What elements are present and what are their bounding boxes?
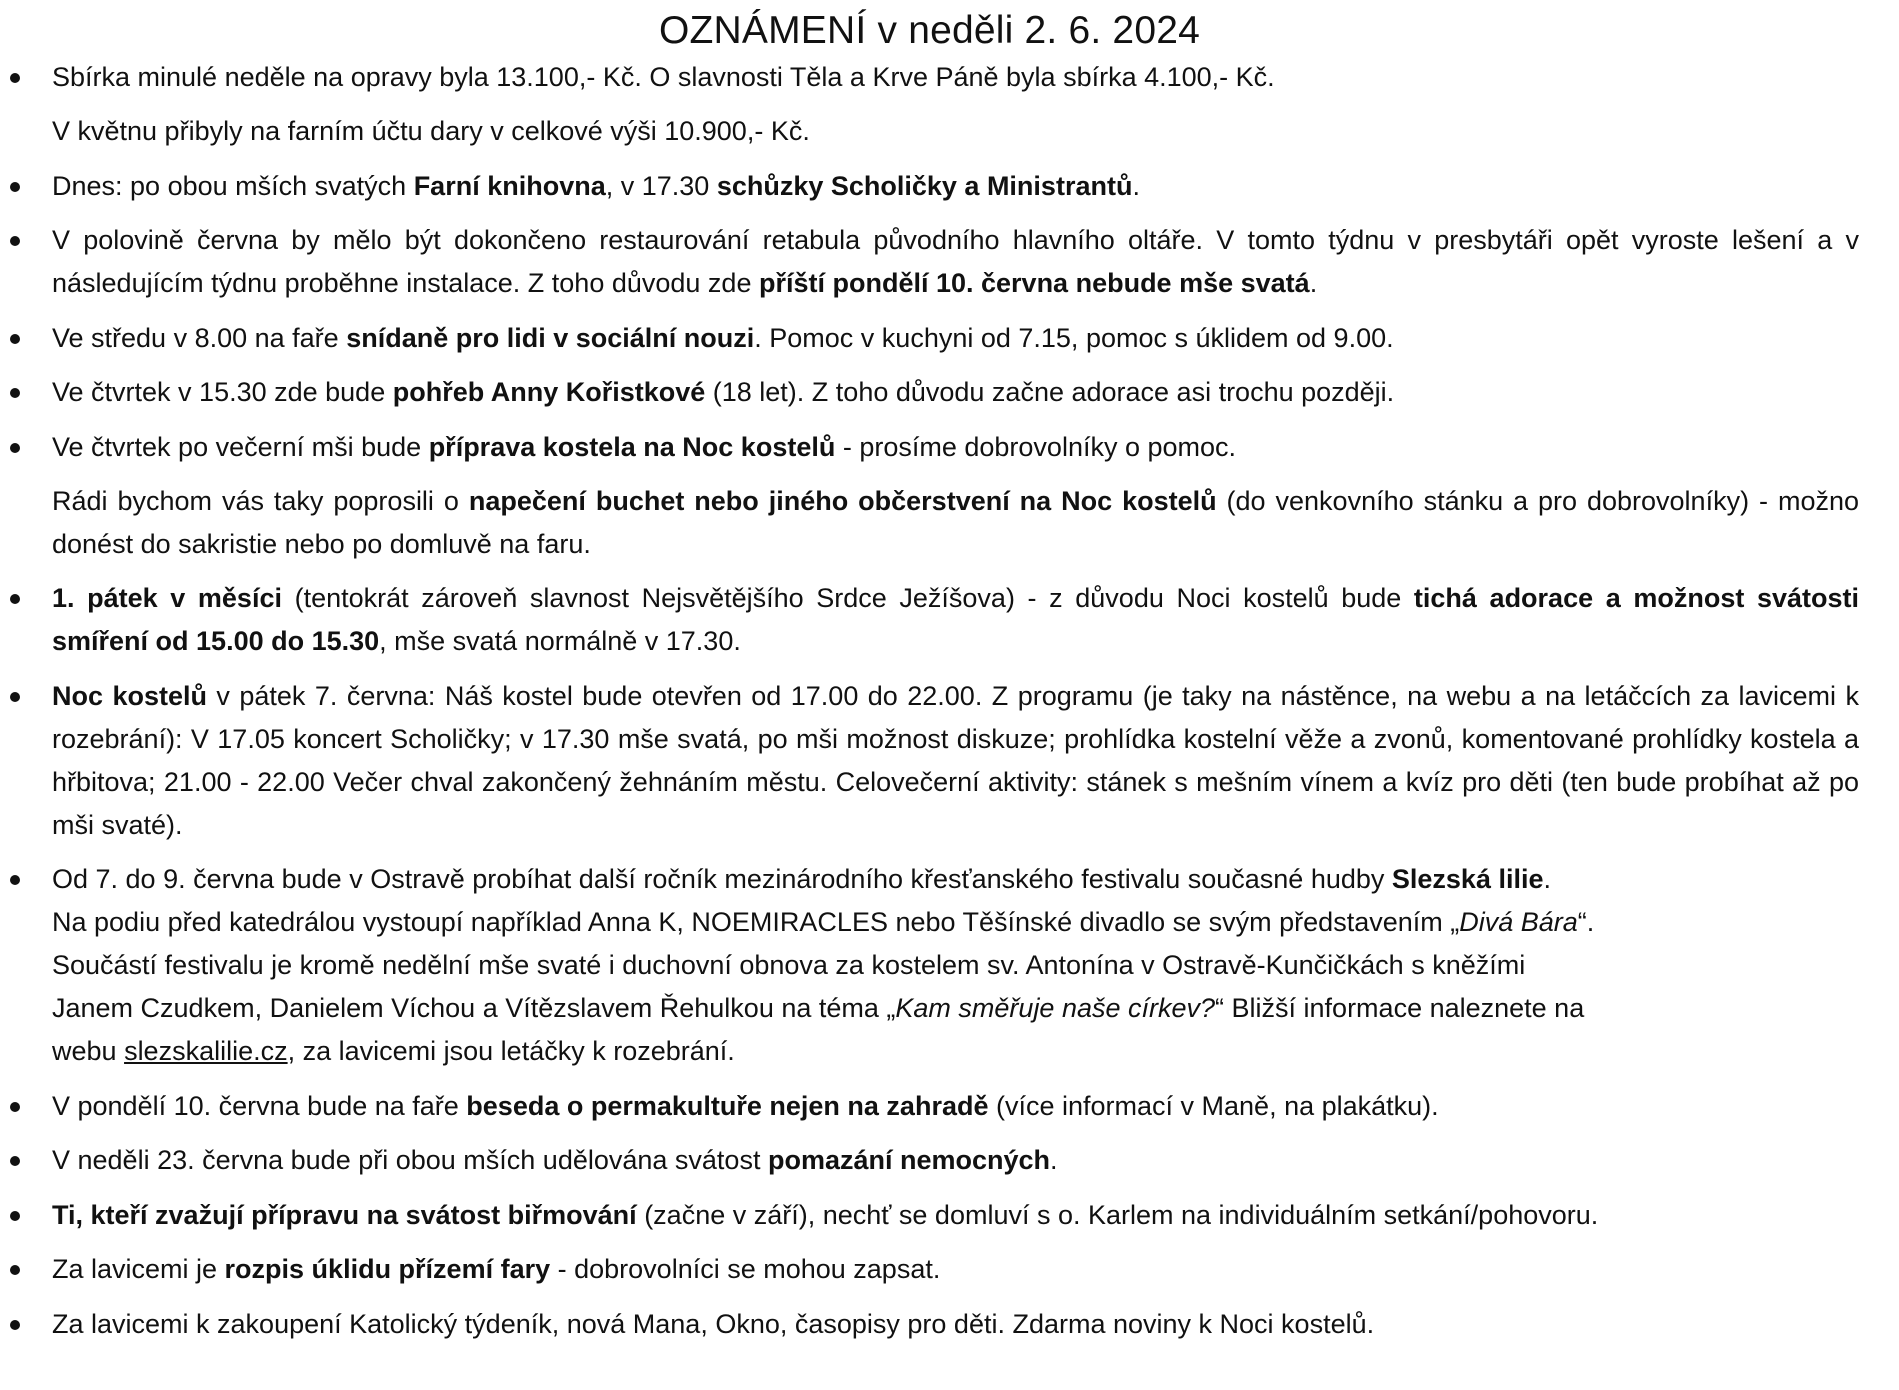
announcement-paragraph (52, 371, 1859, 414)
text-run: Od 7. do 9. června bude v Ostravě probíhat další ročník mezinárodního křesťanského festivalu současné hudby (52, 864, 1392, 894)
announcement-paragraph (52, 110, 1859, 153)
bold-text: snídaně pro lidi v sociální nouzi (346, 322, 755, 353)
text-run: - prosíme dobrovolníky o pomoc. (835, 431, 1237, 462)
bold-text: beseda o permakultuře nejen na zahradě (466, 1090, 989, 1121)
text-run: Dnes: po obou mších svatých (52, 170, 414, 201)
bold-text: napečení buchet nebo jiného občerstvení na Noc kostelů (468, 485, 1217, 516)
announcement-item (0, 219, 1859, 305)
announcement-paragraph (52, 1139, 1859, 1182)
text-run: . (1132, 170, 1140, 201)
announcement-paragraph (52, 426, 1859, 469)
text-run: , v 17.30 (605, 170, 717, 201)
announcement-item (0, 371, 1859, 414)
announcement-item (0, 1139, 1859, 1182)
announcement-paragraph (52, 317, 1859, 360)
announcement-paragraph (52, 675, 1859, 847)
text-run: Ve čtvrtek po večerní mši bude (52, 431, 429, 462)
announcement-item (0, 1194, 1859, 1237)
text-run: . (1050, 1145, 1058, 1175)
bold-text: pomazání nemocných (767, 1145, 1051, 1175)
announcement-paragraph (52, 165, 1859, 208)
text-run: V květnu přibyly na farním účtu dary v celkové výši 10.900,- Kč. (52, 116, 810, 146)
text-run: Na podiu před katedrálou vystoupí například Anna K, NOEMIRACLES nebo Těšínské divadlo se svým představením „ (52, 907, 1460, 937)
announcement-item (0, 426, 1859, 566)
bold-text: příští pondělí 10. června nebude mše svatá (758, 268, 1310, 298)
text-run: , za lavicemi jsou letáčky k rozebrání. (287, 1036, 735, 1066)
bold-text: Slezská lilie (1391, 864, 1544, 894)
announcement-paragraph (52, 1248, 1859, 1291)
text-run: Janem Czudkem, Danielem Víchou a Vítězslavem Řehulkou na téma „ (52, 993, 896, 1023)
page-title: OZNÁMENÍ v neděli 2. 6. 2024 (658, 9, 1200, 52)
website-link[interactable]: slezskalilie.cz (124, 1036, 288, 1066)
text-run: (do venkovního stánku a pro dobrovolníky) - možno donést do sakristie nebo po domluvě na faru. (52, 485, 1859, 559)
announcement-paragraph (52, 901, 1859, 944)
announcement-item (0, 577, 1859, 663)
announcement-item (0, 1085, 1859, 1128)
bold-text: rozpis úklidu přízemí fary (224, 1254, 551, 1284)
announcement-item (0, 858, 1859, 1073)
announcement-paragraph (52, 987, 1859, 1030)
text-run: Ve středu v 8.00 na faře (52, 322, 347, 353)
announcement-list (0, 56, 1859, 1346)
bold-text: 1. pátek v měsíci (52, 583, 282, 613)
text-run: . (1309, 268, 1318, 298)
text-run: . (1543, 864, 1552, 894)
text-run: Ve čtvrtek v 15.30 zde bude (52, 377, 393, 407)
text-run: V pondělí 10. června bude na faře (52, 1090, 467, 1121)
text-run: webu (52, 1036, 125, 1066)
announcement-item (0, 165, 1859, 208)
text-run: . Pomoc v kuchyni od 7.15, pomoc s úklidem od 9.00. (754, 322, 1394, 353)
announcement-item (0, 675, 1859, 847)
text-run: (tentokrát zároveň slavnost Nejsvětějšího Srdce Ježíšova) - z důvodu Noci kostelů bude (281, 583, 1414, 613)
text-run: “ Bližší informace naleznete na (1215, 993, 1585, 1023)
italic-text: Divá Bára (1459, 907, 1578, 937)
text-run: Rádi bychom vás taky poprosili o (52, 485, 469, 516)
text-run: “. (1577, 907, 1595, 937)
text-run: Součástí festivalu je kromě nedělní mše svaté i duchovní obnova za kostelem sv. Antonína v Ostravě-Kunčičkách s kněžími (52, 950, 1526, 980)
announcement-item (0, 1248, 1859, 1291)
announcement-item (0, 1303, 1859, 1346)
text-run: Sbírka minulé neděle na opravy byla 13.100,- Kč. O slavnosti Těla a Krve Páně byla sbírka 4.100,- Kč. (52, 62, 1275, 92)
announcement-paragraph (52, 1030, 1859, 1073)
announcement-paragraph (52, 1194, 1859, 1237)
announcement-paragraph (52, 944, 1859, 987)
italic-text: Kam směřuje naše církev? (895, 993, 1216, 1023)
announcement-item (0, 317, 1859, 360)
announcement-paragraph (52, 577, 1859, 663)
bold-text: tichá adorace a možnost svátosti smíření od 15.00 do 15.30 (52, 583, 1859, 656)
announcement-paragraph (52, 1303, 1859, 1346)
text-run: (více informací v Maně, na plakátku). (988, 1090, 1439, 1121)
bold-text: schůzky Scholičky a Ministrantů (716, 170, 1133, 201)
text-run: V polovině června by mělo být dokončeno restaurování retabula původního hlavního oltáře. V tomto týdnu v presbytáři opět vyroste lešení a v následujícím týdnu proběhne instalace. Z toho důvodu zde (52, 225, 1859, 298)
announcement-paragraph (52, 480, 1859, 566)
bold-text: pohřeb Anny Kořistkové (392, 377, 706, 407)
announcement-paragraph (52, 219, 1859, 305)
text-run: (začne v září), nechť se domluví s o. Karlem na individuálním setkání/pohovoru. (636, 1199, 1599, 1230)
bold-text: Ti, kteří zvažují přípravu na svátost biřmování (52, 1199, 637, 1230)
bold-text: příprava kostela na Noc kostelů (428, 431, 836, 462)
announcement-paragraph (52, 1085, 1859, 1128)
announcement-item (0, 56, 1859, 153)
text-run: V neděli 23. června bude při obou mších udělována svátost (52, 1145, 768, 1175)
bold-text: Noc kostelů (52, 680, 207, 711)
text-run: , mše svatá normálně v 17.30. (379, 626, 741, 656)
announcement-paragraph (52, 56, 1859, 99)
bold-text: Farní knihovna (413, 170, 606, 201)
text-run: v pátek 7. června: Náš kostel bude otevřen od 17.00 do 22.00. Z programu (je taky na nástěnce, na webu a na letáčcích za lavicemi k rozebrání): V 17.05 koncert Scholičky; v 17.30 mše svatá, po mši možnost diskuze; prohlídka kostelní věže a zvonů, komentované prohlídky kostela a hřbitova; 21.00 - 22.00 Večer chval zakončený žehnáním městu. Celovečerní aktivity: stánek s mešním vínem a kvíz pro děti (ten bude probíhat až po mši svaté). (52, 680, 1859, 840)
text-run: (18 let). Z toho důvodu začne adorace asi trochu později. (705, 377, 1395, 407)
text-run: Za lavicemi je (52, 1254, 225, 1284)
announcement-paragraph (52, 858, 1859, 901)
text-run: Za lavicemi k zakoupení Katolický týdeník, nová Mana, Okno, časopisy pro děti. Zdarma noviny k Noci kostelů. (52, 1308, 1375, 1339)
text-run: - dobrovolníci se mohou zapsat. (550, 1254, 941, 1284)
